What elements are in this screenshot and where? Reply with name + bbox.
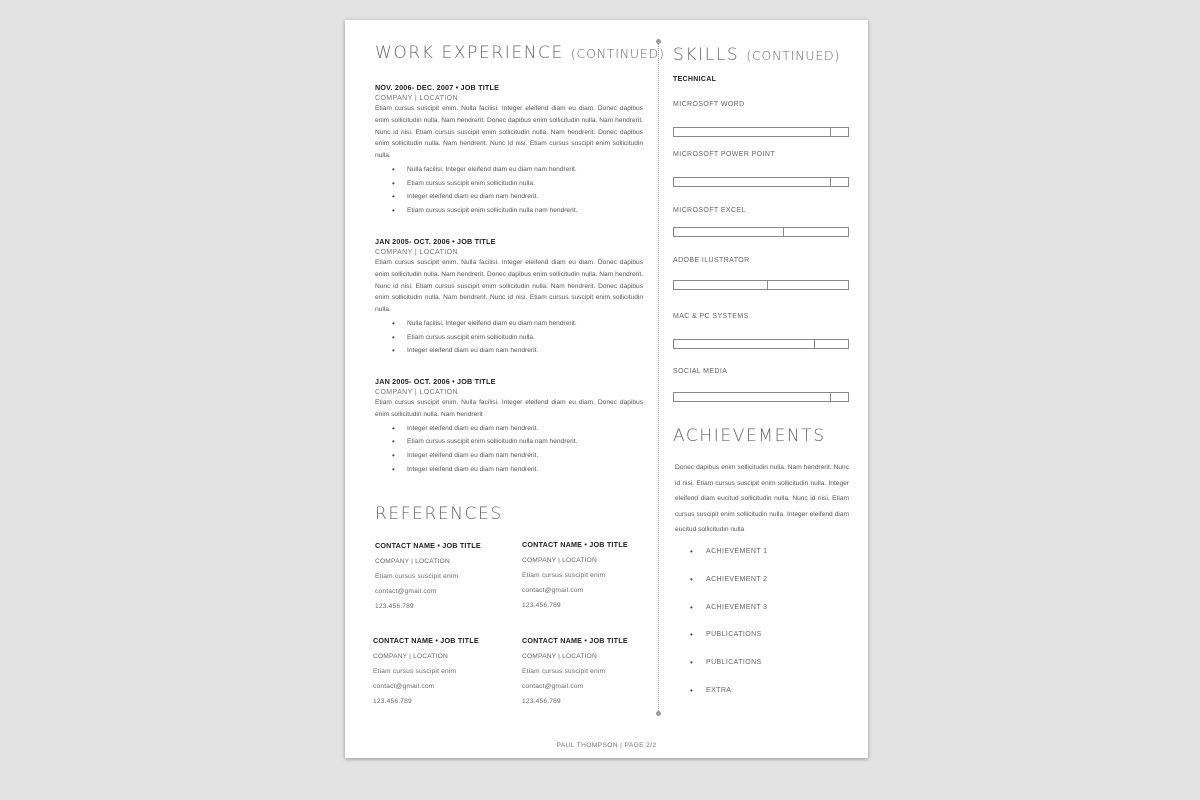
achievement-item: • EXTRA: [673, 687, 849, 715]
skill-bar: [673, 392, 849, 402]
reference-email: contact@gmail.com: [373, 683, 435, 690]
reference-company: COMPANY | LOCATION: [522, 653, 597, 660]
skill-bar-fill: [674, 128, 831, 136]
reference-card: [522, 540, 662, 609]
achievements-heading: ACHIEVEMENTS: [673, 426, 826, 446]
skill-label: MAC & PC SYSTEMS: [673, 313, 749, 320]
achievement-item: • ACHIEVEMENT 3: [673, 604, 849, 632]
reference-phone: 123.456.789: [375, 603, 414, 610]
job-bullet: • Integer eleifend diam eu diam nam hendrerit.: [375, 463, 643, 477]
reference-title: CONTACT NAME • JOB TITLE: [522, 636, 628, 645]
reference-phone: 123.456.789: [522, 602, 561, 609]
work-heading-text: WORK EXPERIENCE: [375, 43, 564, 63]
job-entry: [375, 377, 643, 476]
skill-bar: [673, 177, 849, 187]
reference-text: Etiam cursus suscipit enim: [522, 572, 606, 579]
skill-label: MICROSOFT EXCEL: [673, 207, 746, 214]
job-company: COMPANY | LOCATION: [375, 389, 458, 396]
job-bullet: • Integer eleifend diam eu diam nam hendrerit.: [375, 190, 643, 204]
job-bullet: • Etiam cursus suscipit enim sollicitudin nulla.: [375, 177, 643, 191]
skill-bar-fill: [674, 178, 831, 186]
skill-bar: [673, 227, 849, 237]
resume-page: [345, 20, 868, 758]
job-bullet: • Integer eleifend diam eu diam nam hendrerit.: [375, 344, 643, 358]
skill-bar-fill: [674, 281, 768, 289]
skills-heading-sub: (CONTINUED): [746, 48, 841, 63]
job-description: Etiam cursus suscipit enim. Nulla facilisi. Integer eleifend diam eu diam. Donec dapibus enim sollicitudin nulla. Nam hendrerit: [375, 399, 643, 418]
job-title: JAN 2005- OCT. 2006 • JOB TITLE: [375, 377, 496, 386]
work-heading-sub: (CONTINUED): [570, 46, 665, 61]
achievements-list: [673, 548, 849, 715]
reference-card: [522, 636, 662, 705]
skill-label: MICROSOFT WORD: [673, 101, 745, 108]
job-bullet: • Nulla facilisi. Integer eleifend diam eu diam nam hendrerit.: [375, 317, 643, 331]
skill-bar: [673, 280, 849, 290]
job-entry: [375, 237, 643, 358]
references-heading: REFERENCES: [375, 504, 503, 524]
achievement-item: • PUBLICATIONS: [673, 631, 849, 659]
reference-title: CONTACT NAME • JOB TITLE: [522, 540, 628, 549]
job-description: Etiam cursus suscipit enim. Nulla facilisi. Integer eleifend diam eu diam. Donec dapibus enim sollicitudin nulla. Nam hendrerit. Donec dapibus enim sollicitudin nulla. Nam hendrerit. Nunc id nisi. Etiam cursus suscipit enim sollicitudin nulla. Nam hendrerit. Donec dapibus enim sollicitudin nulla. Nam hendrerit. Nunc id nisi. Etiam cursus suscipit enim sollicitudin nulla.: [375, 259, 643, 314]
reference-company: COMPANY | LOCATION: [522, 557, 597, 564]
reference-card: [373, 636, 513, 705]
reference-title: CONTACT NAME • JOB TITLE: [373, 636, 479, 645]
reference-company: COMPANY | LOCATION: [373, 653, 448, 660]
achievement-item: • ACHIEVEMENT 1: [673, 548, 849, 576]
job-title: NOV. 2006- DEC. 2007 • JOB TITLE: [375, 83, 500, 92]
page-footer: PAUL THOMPSON | PAGE 2/2: [556, 742, 657, 749]
column-divider: [658, 41, 659, 713]
job-bullet: • Integer eleifend diam eu diam nam hendrerit.: [375, 449, 643, 463]
divider-bottom-dot: [656, 711, 661, 716]
reference-card: [375, 541, 515, 610]
skill-label: MICROSOFT POWER POINT: [673, 151, 775, 158]
reference-email: contact@gmail.com: [522, 683, 584, 690]
reference-title: CONTACT NAME • JOB TITLE: [375, 541, 481, 550]
job-company: COMPANY | LOCATION: [375, 249, 458, 256]
skill-bar-fill: [674, 228, 784, 236]
job-bullet: • Nulla facilisi. Integer eleifend diam eu diam nam hendrerit.: [375, 163, 643, 177]
achievement-item: • PUBLICATIONS: [673, 659, 849, 687]
job-title: JAN 2005- OCT. 2006 • JOB TITLE: [375, 237, 496, 246]
skills-heading-text: SKILLS: [673, 45, 740, 65]
skills-category: TECHNICAL: [673, 76, 717, 83]
skill-bar: [673, 127, 849, 137]
job-bullets: [375, 317, 643, 358]
skill-bar-fill: [674, 340, 815, 348]
job-bullets: [375, 422, 643, 477]
job-bullets: [375, 163, 643, 218]
reference-email: contact@gmail.com: [375, 588, 437, 595]
job-bullet: • Etiam cursus suscipit enim sollicitudin nulla nam hendrerit.: [375, 435, 643, 449]
skills-heading: [673, 45, 840, 65]
achievement-item: • ACHIEVEMENT 2: [673, 576, 849, 604]
job-bullet: • Etiam cursus suscipit enim sollicitudin nulla nam hendrerit.: [375, 204, 643, 218]
job-bullet: • Integer eleifend diam eu diam nam hendrerit.: [375, 422, 643, 436]
achievements-text: Donec dapibus enim sollicitudin nulla. Nam hendrerit. Nunc id nisi. Etiam cursus suscipit enim sollicitudin nulla. Integer eleifend diam eucitud sollicitudin nulla. Nunc id nisi. Etiam cursus suscipit enim sollicitudin nulla. Integer eleifend diam eucitud sollicitudin nulla: [675, 464, 849, 534]
job-bullet: • Etiam cursus suscipit enim sollicitudin nulla.: [375, 331, 643, 345]
reference-text: Etiam cursus suscipit enim: [373, 668, 457, 675]
job-entry: [375, 83, 643, 218]
job-company: COMPANY | LOCATION: [375, 95, 458, 102]
reference-text: Etiam cursus suscipit enim: [522, 668, 606, 675]
skill-label: SOCIAL MEDIA: [673, 368, 728, 375]
skill-bar: [673, 339, 849, 349]
reference-text: Etiam cursus suscipit enim: [375, 573, 459, 580]
reference-phone: 123.456.789: [373, 698, 412, 705]
work-experience-heading: [375, 43, 665, 63]
skill-bar-fill: [674, 393, 831, 401]
job-description: Etiam cursus suscipit enim. Nulla facilisi. Integer eleifend diam eu diam. Donec dapibus enim sollicitudin nulla. Nam hendrerit. Donec dapibus enim sollicitudin nulla. Nam hendrerit. Nunc id nisi. Etiam cursus suscipit enim sollicitudin nulla. Nam hendrerit. Donec dapibus enim sollicitudin nulla. Nam hendrerit. Nunc id nisi. Etiam cursus suscipit enim sollicitudin nulla.: [375, 105, 643, 160]
skill-label: ADOBE ILUSTRATOR: [673, 257, 750, 264]
reference-company: COMPANY | LOCATION: [375, 558, 450, 565]
reference-email: contact@gmail.com: [522, 587, 584, 594]
reference-phone: 123.456.789: [522, 698, 561, 705]
